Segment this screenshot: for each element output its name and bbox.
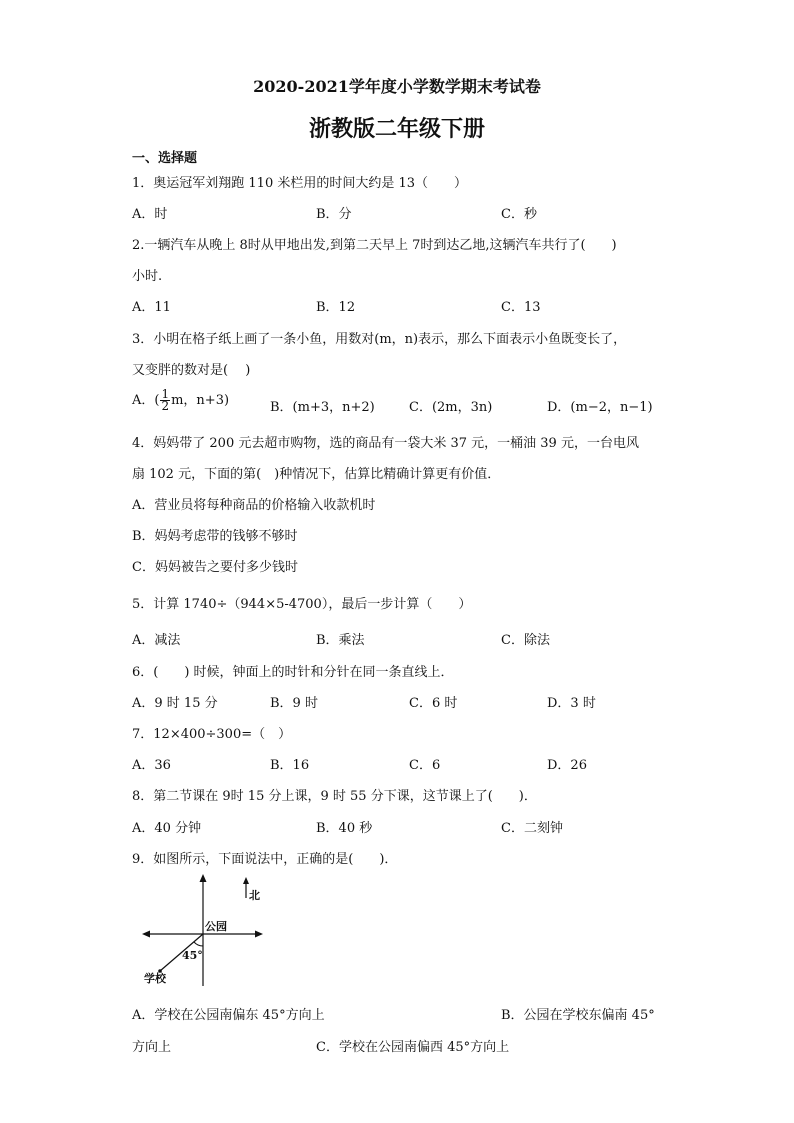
fraction-numerator: 1 bbox=[161, 387, 170, 401]
question-1-option-c[interactable]: C．秒 bbox=[501, 207, 537, 222]
north-indicator-arrowhead bbox=[243, 877, 249, 884]
question-4-option-a[interactable]: A．营业员将每种商品的价格输入收款机时 bbox=[132, 498, 376, 513]
question-4-option-b[interactable]: B．妈妈考虑带的钱够不够时 bbox=[132, 529, 298, 544]
west-axis-arrowhead bbox=[142, 931, 150, 938]
question-6-option-c[interactable]: C．6 时 bbox=[409, 696, 458, 711]
question-1-option-a[interactable]: A．时 bbox=[132, 207, 168, 222]
angle-arc bbox=[194, 942, 203, 946]
question-6-stem: 6．( ) 时候，钟面上的时针和分针在同一条直线上． bbox=[132, 665, 454, 680]
question-4-stem: 4．妈妈带了 200 元去超市购物，选的商品有一袋大米 37 元，一桶油 39 元，一台电风 bbox=[132, 436, 639, 451]
question-2-option-b[interactable]: B．12 bbox=[316, 300, 356, 315]
question-8-stem: 8．第二节课在 9时 15 分上课，9 时 55 分下课，这节课上了( )． bbox=[132, 789, 537, 804]
question-2-stem: 2.一辆汽车从晚上 8时从甲地出发,到第二天早上 7时到达乙地,这辆汽车共行了( ) bbox=[132, 238, 617, 253]
question-8-option-c[interactable]: C．二刻钟 bbox=[501, 821, 563, 836]
question-3-option-b[interactable]: B．(m+3，n+2) bbox=[270, 400, 375, 415]
question-2-option-a[interactable]: A．11 bbox=[132, 300, 171, 315]
question-5-option-b[interactable]: B．乘法 bbox=[316, 633, 365, 648]
option-a-prefix: A．( bbox=[132, 393, 160, 408]
question-7-option-c[interactable]: C．6 bbox=[409, 758, 441, 773]
question-6-option-b[interactable]: B．9 时 bbox=[270, 696, 318, 711]
question-5-option-c[interactable]: C．除法 bbox=[501, 633, 550, 648]
question-9-option-a[interactable]: A．学校在公园南偏东 45°方向上 bbox=[132, 1008, 325, 1023]
question-3-option-a[interactable] bbox=[132, 389, 229, 412]
fraction-one-half bbox=[160, 389, 170, 412]
question-4-stem-cont: 扇 102 元，下面的第( )种情况下，估算比精确计算更有价值． bbox=[132, 467, 501, 482]
fraction-denominator: 2 bbox=[161, 399, 170, 413]
question-9-option-b[interactable]: B．公园在学校东偏南 45° bbox=[501, 1008, 655, 1023]
question-3-stem: 3．小明在格子纸上画了一条小鱼，用数对(m，n)表示，那么下面表示小鱼既变长了， bbox=[132, 332, 627, 347]
question-1-stem: 1．奥运冠军刘翔跑 110 米栏用的时间大约是 13（ ） bbox=[132, 176, 468, 191]
question-6-option-d[interactable]: D．3 时 bbox=[547, 696, 596, 711]
east-axis-arrowhead bbox=[255, 931, 263, 938]
question-8-option-b[interactable]: B．40 秒 bbox=[316, 821, 373, 836]
question-7-option-a[interactable]: A．36 bbox=[132, 758, 171, 773]
question-7-option-d[interactable]: D．26 bbox=[547, 758, 587, 773]
exam-subtitle: 浙教版二年级下册 bbox=[308, 116, 485, 142]
question-7-option-b[interactable]: B．16 bbox=[270, 758, 310, 773]
question-2-stem-cont: 小时. bbox=[132, 269, 163, 284]
question-3-option-d[interactable]: D．(m−2，n−1) bbox=[547, 400, 653, 415]
angle-label: 45° bbox=[182, 949, 203, 962]
question-4-option-c[interactable]: C．妈妈被告之要付多少钱时 bbox=[132, 560, 298, 575]
question-9-option-c[interactable]: C．学校在公园南偏西 45°方向上 bbox=[316, 1040, 510, 1055]
option-a-suffix: m，n+3) bbox=[171, 393, 230, 408]
question-8-option-a[interactable]: A．40 分钟 bbox=[132, 821, 202, 836]
exam-title: 2020-2021学年度小学数学期末考试卷 bbox=[253, 77, 541, 96]
question-7-stem: 7．12×400÷300=（ ） bbox=[132, 727, 292, 742]
question-3-option-c[interactable]: C．(2m，3n) bbox=[409, 400, 493, 415]
question-9-option-b-cont: 方向上 bbox=[132, 1040, 172, 1055]
question-6-option-a[interactable]: A．9 时 15 分 bbox=[132, 696, 218, 711]
school-label: 学校 bbox=[144, 972, 166, 985]
question-3-stem-cont: 又变胖的数对是( ) bbox=[132, 363, 251, 378]
question-9-stem: 9．如图所示，下面说法中，正确的是( )． bbox=[132, 852, 398, 867]
question-5-option-a[interactable]: A．减法 bbox=[132, 633, 181, 648]
question-1-option-b[interactable]: B．分 bbox=[316, 207, 352, 222]
north-axis-arrowhead bbox=[200, 874, 207, 882]
question-5-stem: 5．计算 1740÷（944×5-4700），最后一步计算（ ） bbox=[132, 597, 472, 612]
direction-figure bbox=[140, 872, 265, 990]
question-2-option-c[interactable]: C．13 bbox=[501, 300, 541, 315]
park-label: 公园 bbox=[205, 920, 227, 933]
section-heading: 一、选择题 bbox=[132, 151, 198, 166]
north-label: 北 bbox=[249, 889, 260, 902]
